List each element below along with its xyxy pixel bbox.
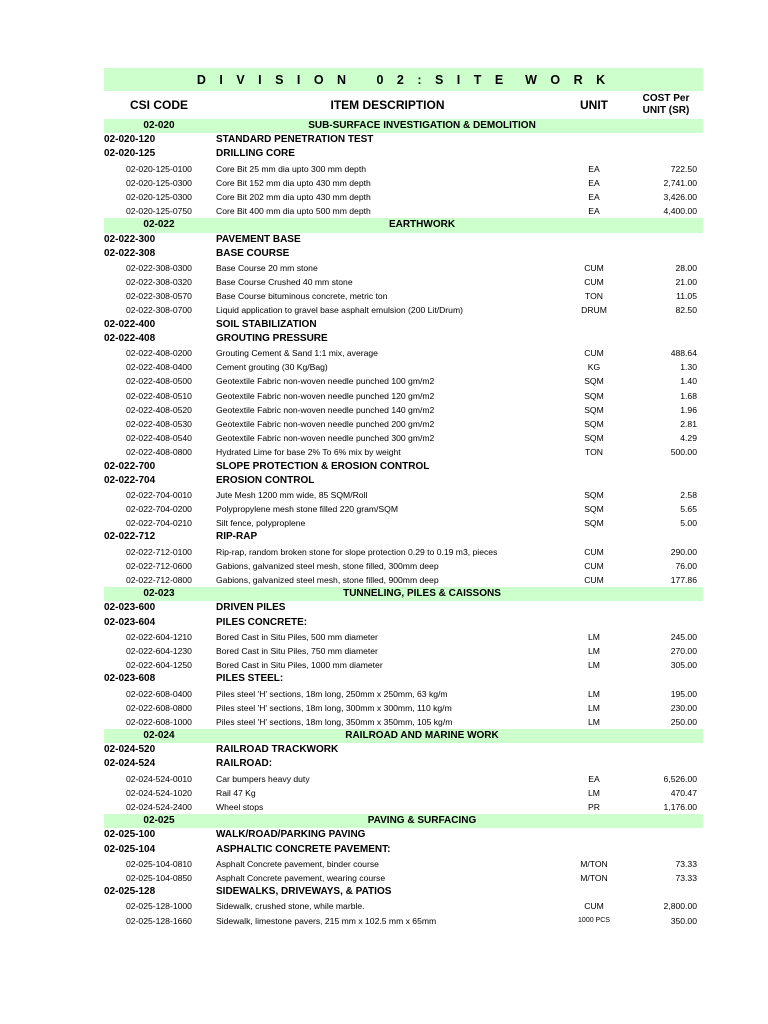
cost-cell: 245.00 [670, 631, 697, 642]
item-description-cell: EARTHWORK [388, 219, 456, 231]
item-description-cell: Bored Cast in Situ Piles, 750 mm diameter [216, 645, 378, 656]
item-description-cell: Base Course 20 mm stone [216, 262, 318, 273]
item-description-cell: Liquid application to gravel base asphalt emulsion (200 Lit/Drum) [216, 305, 463, 316]
table-row [104, 431, 703, 445]
cost-cell: 21.00 [675, 277, 697, 288]
table-row [104, 701, 703, 715]
table-row [104, 871, 703, 885]
group-row [104, 460, 703, 474]
unit-cell: LM [588, 660, 600, 671]
item-description-cell: SOIL STABILIZATION [216, 318, 317, 330]
table-row [104, 644, 703, 658]
csi-code-cell: 02-022-712 [104, 531, 156, 543]
csi-code-cell: 02-022-408-0510 [126, 390, 192, 401]
item-description-cell: Piles steel 'H' sections, 18m long, 300mm x 300mm, 110 kg/m [216, 702, 452, 713]
item-description-cell: Sidewalk, crushed stone, while marble. [216, 901, 365, 912]
unit-cell: LM [588, 716, 600, 727]
group-row [104, 672, 703, 686]
unit-cell: LM [588, 787, 600, 798]
unit-cell: M/TON [580, 858, 608, 869]
csi-code-cell: 02-020-125-0300 [126, 191, 192, 202]
group-row [104, 843, 703, 857]
division-title [104, 68, 703, 91]
csi-code-cell: 02-022-712-0600 [126, 560, 192, 571]
item-description-cell: Gabions, galvanized steel mesh, stone filled, 900mm deep [216, 575, 439, 585]
csi-code-cell: 02-022-704-0210 [126, 518, 192, 529]
item-description-cell: PILES STEEL: [216, 673, 284, 685]
unit-cell: CUM [584, 348, 604, 358]
unit-cell: EA [588, 773, 600, 784]
csi-code-cell: 02-022-408-0520 [126, 404, 192, 415]
price-sheet [104, 68, 703, 928]
table-row [104, 162, 703, 176]
unit-cell: SQM [584, 518, 604, 529]
group-row [104, 743, 703, 757]
cost-cell: 1.96 [680, 404, 697, 415]
item-description-cell: STANDARD PENETRATION TEST [216, 134, 374, 146]
cost-cell: 3,426.00 [663, 191, 697, 202]
unit-cell: CUM [584, 901, 604, 912]
unit-cell: DRUM [581, 305, 607, 316]
unit-cell: PR [588, 802, 600, 812]
item-description-cell: Sidewalk, limestone pavers, 215 mm x 102.5 mm x 65mm [216, 915, 437, 926]
item-description-cell: Rail 47 Kg [216, 787, 256, 798]
group-row [104, 318, 703, 332]
csi-code-cell: 02-020-125-0100 [126, 163, 192, 174]
table-row [104, 502, 703, 516]
csi-code-cell: 02-022-308-0570 [126, 291, 192, 302]
unit-cell: SQM [584, 504, 604, 515]
unit-cell: TON [585, 291, 603, 302]
csi-code-cell: 02-024-520 [104, 744, 156, 756]
csi-code-cell: 02-025-104 [104, 843, 156, 855]
unit-cell: SQM [584, 433, 604, 444]
unit-cell: SQM [584, 418, 604, 429]
item-description-cell: EROSION CONTROL [216, 474, 315, 486]
csi-code-cell: 02-020 [143, 120, 175, 131]
cost-cell: 82.50 [675, 305, 697, 316]
csi-code-cell: 02-022-608-1000 [126, 716, 192, 727]
group-row [104, 247, 703, 261]
item-description-cell: BASE COURSE [216, 247, 290, 259]
cost-cell: 6,526.00 [663, 773, 697, 784]
csi-code-cell: 02-020-125-0300 [126, 177, 192, 188]
item-description-cell: Geotextile Fabric non-woven needle punched 120 gm/m2 [216, 390, 435, 401]
cost-cell: 270.00 [670, 645, 697, 656]
item-description-cell: Cement grouting (30 Kg/Bag) [216, 362, 328, 373]
csi-code-cell: 02-025-128-1000 [126, 901, 192, 912]
unit-cell: LM [588, 702, 600, 713]
unit-cell: LM [588, 688, 600, 699]
table-row [104, 176, 703, 190]
item-description-cell: Geotextile Fabric non-woven needle punched 100 gm/m2 [216, 376, 435, 387]
item-description-cell: RIP-RAP [216, 531, 258, 543]
cost-cell: 350.00 [670, 915, 697, 926]
cost-cell: 28.00 [675, 262, 697, 273]
unit-cell: SQM [584, 390, 604, 401]
item-description-cell: RAILROAD: [216, 758, 273, 770]
csi-code-cell: 02-022-308-0700 [126, 305, 192, 316]
item-description-cell: Hydrated Lime for base 2% To 6% mix by weight [216, 447, 401, 458]
item-description-cell: DRILLING CORE [216, 148, 295, 160]
item-description-cell: Gabions, galvanized steel mesh, stone filled, 300mm deep [216, 560, 439, 571]
cost-cell: 177.86 [670, 575, 697, 585]
group-row [104, 147, 703, 161]
table-row [104, 403, 703, 417]
csi-code-cell: 02-022-308-0320 [126, 277, 192, 288]
table-row [104, 559, 703, 573]
cost-cell: 1.40 [680, 376, 697, 387]
cost-cell: 76.00 [675, 560, 697, 571]
item-description-cell: Wheel stops [216, 802, 264, 812]
unit-cell: TON [585, 447, 603, 458]
item-description-cell: Grouting Cement & Sand 1:1 mix, average [216, 348, 378, 358]
section-row [104, 729, 703, 743]
item-description-cell: Geotextile Fabric non-woven needle punched 140 gm/m2 [216, 404, 435, 415]
table-row [104, 374, 703, 388]
item-description-cell: Piles steel 'H' sections, 18m long, 350mm x 350mm, 105 kg/m [216, 716, 453, 727]
cost-table-body [104, 119, 703, 928]
table-row [104, 360, 703, 374]
item-description-cell: Base Course bituminous concrete, metric ton [216, 291, 388, 302]
csi-code-cell: 02-022-408-0800 [126, 447, 192, 458]
csi-code-cell: 02-025-128-1660 [126, 915, 192, 926]
section-row [104, 814, 703, 828]
unit-cell: CUM [584, 262, 604, 273]
cost-cell: 4.29 [680, 433, 697, 444]
table-row [104, 389, 703, 403]
csi-code-cell: 02-025-128 [104, 886, 156, 898]
table-row [104, 516, 703, 530]
item-description-cell: TUNNELING, PILES & CAISSONS [343, 588, 501, 600]
unit-cell: EA [588, 177, 600, 188]
unit-cell: CUM [584, 546, 604, 557]
cost-cell: 1.68 [680, 390, 697, 401]
cost-cell: 2,741.00 [663, 177, 697, 188]
item-description-cell: RAILROAD AND MARINE WORK [345, 730, 499, 742]
table-row [104, 800, 703, 814]
item-description-cell: Rip-rap, random broken stone for slope protection 0.29 to 0.19 m3, pieces [216, 546, 498, 557]
cost-cell: 73.33 [675, 872, 697, 883]
section-row [104, 119, 703, 133]
item-description-cell: Core Bit 202 mm dia upto 430 mm depth [216, 191, 371, 202]
cost-cell: 305.00 [670, 660, 697, 671]
item-description-cell: Polypropylene mesh stone filled 220 gram/SQM [216, 504, 398, 515]
item-description-cell: PAVEMENT BASE [216, 233, 301, 245]
unit-cell: CUM [584, 560, 604, 571]
group-row [104, 616, 703, 630]
table-row [104, 417, 703, 431]
unit-cell: M/TON [580, 872, 608, 883]
csi-code-cell: 02-022-604-1210 [126, 631, 192, 642]
item-description-cell: Core Bit 25 mm dia upto 300 mm depth [216, 163, 366, 174]
unit-cell: EA [588, 163, 600, 174]
table-row [104, 261, 703, 275]
csi-code-cell: 02-023-608 [104, 673, 156, 685]
table-row [104, 786, 703, 800]
item-description-cell: SIDEWALKS, DRIVEWAYS, & PATIOS [216, 886, 392, 898]
unit-cell: SQM [584, 489, 604, 500]
csi-code-cell: 02-024-524-0010 [126, 773, 192, 784]
table-row [104, 658, 703, 672]
table-row [104, 545, 703, 559]
item-description-cell: DRIVEN PILES [216, 602, 286, 614]
csi-code-cell: 02-022-704 [104, 474, 156, 486]
cost-cell: 500.00 [670, 447, 697, 458]
division-title-text: D I V I S I O N 0 2 : S I T E W O R K [196, 72, 611, 87]
csi-code-cell: 02-025-104-0810 [126, 858, 192, 869]
header-item-description: ITEM DESCRIPTION [330, 98, 445, 112]
unit-cell: LM [588, 645, 600, 656]
item-description-cell: Silt fence, polyproplene [216, 518, 306, 529]
csi-code-cell: 02-022-408 [104, 332, 156, 344]
table-row [104, 687, 703, 701]
item-description-cell: Bored Cast in Situ Piles, 1000 mm diameter [216, 660, 383, 671]
item-description-cell: ASPHALTIC CONCRETE PAVEMENT: [216, 843, 391, 855]
csi-code-cell: 02-022 [143, 219, 175, 231]
unit-cell: EA [588, 206, 600, 217]
unit-cell: SQM [584, 376, 604, 387]
csi-code-cell: 02-022-700 [104, 460, 156, 472]
cost-cell: 722.50 [670, 163, 697, 174]
cost-cell: 1.30 [680, 362, 697, 373]
table-row [104, 715, 703, 729]
item-description-cell: Bored Cast in Situ Piles, 500 mm diameter [216, 631, 378, 642]
table-row [104, 204, 703, 218]
group-row [104, 133, 703, 147]
cost-cell: 2,800.00 [663, 901, 697, 912]
csi-code-cell: 02-022-408-0540 [126, 433, 192, 444]
csi-code-cell: 02-024-524 [104, 758, 156, 770]
item-description-cell: WALK/ROAD/PARKING PAVING [216, 829, 366, 841]
cost-cell: 488.64 [670, 348, 697, 358]
table-row [104, 573, 703, 587]
csi-code-cell: 02-020-125-0750 [126, 206, 192, 217]
csi-code-cell: 02-022-712-0800 [126, 575, 192, 585]
csi-code-cell: 02-023 [143, 588, 175, 600]
group-row [104, 233, 703, 247]
table-row [104, 346, 703, 360]
csi-code-cell: 02-022-300 [104, 233, 156, 245]
header-cost-line1: COST Per [642, 93, 690, 104]
csi-code-cell: 02-020-120 [104, 134, 156, 146]
csi-code-cell: 02-022-308-0300 [126, 262, 192, 273]
group-row [104, 757, 703, 771]
header-cost-line2: UNIT (SR) [642, 105, 690, 116]
csi-code-cell: 02-022-604-1230 [126, 645, 192, 656]
csi-code-cell: 02-025 [143, 815, 175, 827]
table-row [104, 190, 703, 204]
item-description-cell: Core Bit 152 mm dia upto 430 mm depth [216, 177, 371, 188]
csi-code-cell: 02-024-524-2400 [126, 802, 192, 812]
header-cost-per-unit [629, 93, 703, 117]
csi-code-cell: 02-023-604 [104, 616, 156, 628]
column-headers [104, 91, 703, 119]
group-row [104, 474, 703, 488]
group-row [104, 828, 703, 842]
csi-code-cell: 02-022-308 [104, 247, 156, 259]
cost-cell: 4,400.00 [663, 206, 697, 217]
unit-cell: EA [588, 191, 600, 202]
csi-code-cell: 02-022-604-1250 [126, 660, 192, 671]
cost-cell: 5.65 [680, 504, 697, 515]
header-csi-code: CSI CODE [129, 98, 188, 112]
csi-code-cell: 02-022-704-0200 [126, 504, 192, 515]
csi-code-cell: 02-023-600 [104, 602, 156, 614]
csi-code-cell: 02-020-125 [104, 148, 156, 160]
cost-cell: 230.00 [670, 702, 697, 713]
group-row [104, 885, 703, 899]
unit-cell: CUM [584, 277, 604, 288]
csi-code-cell: 02-022-408-0400 [126, 362, 192, 373]
csi-code-cell: 02-025-100 [104, 829, 156, 841]
item-description-cell: Geotextile Fabric non-woven needle punched 300 gm/m2 [216, 433, 435, 444]
cost-cell: 1,176.00 [663, 802, 697, 812]
unit-cell: 1000 PCS [578, 916, 610, 924]
group-row [104, 530, 703, 544]
cost-cell: 2.58 [680, 489, 697, 500]
unit-cell: CUM [584, 575, 604, 585]
csi-code-cell: 02-022-400 [104, 318, 156, 330]
table-row [104, 303, 703, 317]
csi-code-cell: 02-022-704-0010 [126, 489, 192, 500]
item-description-cell: GROUTING PRESSURE [216, 332, 328, 344]
table-row [104, 488, 703, 502]
section-row [104, 587, 703, 601]
csi-code-cell: 02-022-608-0800 [126, 702, 192, 713]
item-description-cell: Core Bit 400 mm dia upto 500 mm depth [216, 206, 371, 217]
item-description-cell: Geotextile Fabric non-woven needle punched 200 gm/m2 [216, 418, 435, 429]
table-row [104, 857, 703, 871]
csi-code-cell: 02-024 [143, 730, 175, 742]
item-description-cell: Asphalt Concrete pavement, binder course [216, 858, 379, 869]
header-unit: UNIT [580, 98, 608, 112]
item-description-cell: Car bumpers heavy duty [216, 773, 310, 784]
cost-cell: 2.81 [680, 418, 697, 429]
table-row [104, 289, 703, 303]
csi-code-cell: 02-024-524-1020 [126, 787, 192, 798]
unit-cell: KG [587, 362, 601, 373]
cost-cell: 290.00 [670, 546, 697, 557]
unit-cell: LM [588, 631, 600, 642]
section-row [104, 218, 703, 232]
table-row [104, 630, 703, 644]
csi-code-cell: 02-022-408-0200 [126, 348, 192, 358]
item-description-cell: SUB-SURFACE INVESTIGATION & DEMOLITION [308, 120, 536, 131]
item-description-cell: Base Course Crushed 40 mm stone [216, 277, 353, 288]
csi-code-cell: 02-025-104-0850 [126, 872, 192, 883]
cost-cell: 73.33 [675, 858, 697, 869]
csi-code-cell: 02-022-408-0530 [126, 418, 192, 429]
cost-cell: 11.05 [676, 291, 697, 302]
item-description-cell: RAILROAD TRACKWORK [216, 744, 339, 756]
unit-cell: SQM [584, 404, 604, 415]
csi-code-cell: 02-022-712-0100 [126, 546, 192, 557]
item-description-cell: Jute Mesh 1200 mm wide, 85 SQM/Roll [216, 489, 368, 500]
item-description-cell: Asphalt Concrete pavement, wearing course [216, 872, 386, 883]
table-row [104, 275, 703, 289]
group-row [104, 332, 703, 346]
item-description-cell: PAVING & SURFACING [367, 815, 477, 827]
csi-code-cell: 02-022-408-0500 [126, 376, 192, 387]
cost-cell: 195.00 [670, 688, 697, 699]
table-row [104, 445, 703, 459]
table-row [104, 914, 703, 928]
cost-cell: 470.47 [670, 787, 697, 798]
table-row [104, 772, 703, 786]
group-row [104, 601, 703, 615]
item-description-cell: Piles steel 'H' sections, 18m long, 250mm x 250mm, 63 kg/m [216, 688, 448, 699]
table-row [104, 899, 703, 913]
item-description-cell: SLOPE PROTECTION & EROSION CONTROL [216, 460, 430, 472]
csi-code-cell: 02-022-608-0400 [126, 688, 192, 699]
cost-cell: 5.00 [680, 518, 697, 529]
cost-cell: 250.00 [670, 716, 697, 727]
item-description-cell: PILES CONCRETE: [216, 616, 308, 628]
